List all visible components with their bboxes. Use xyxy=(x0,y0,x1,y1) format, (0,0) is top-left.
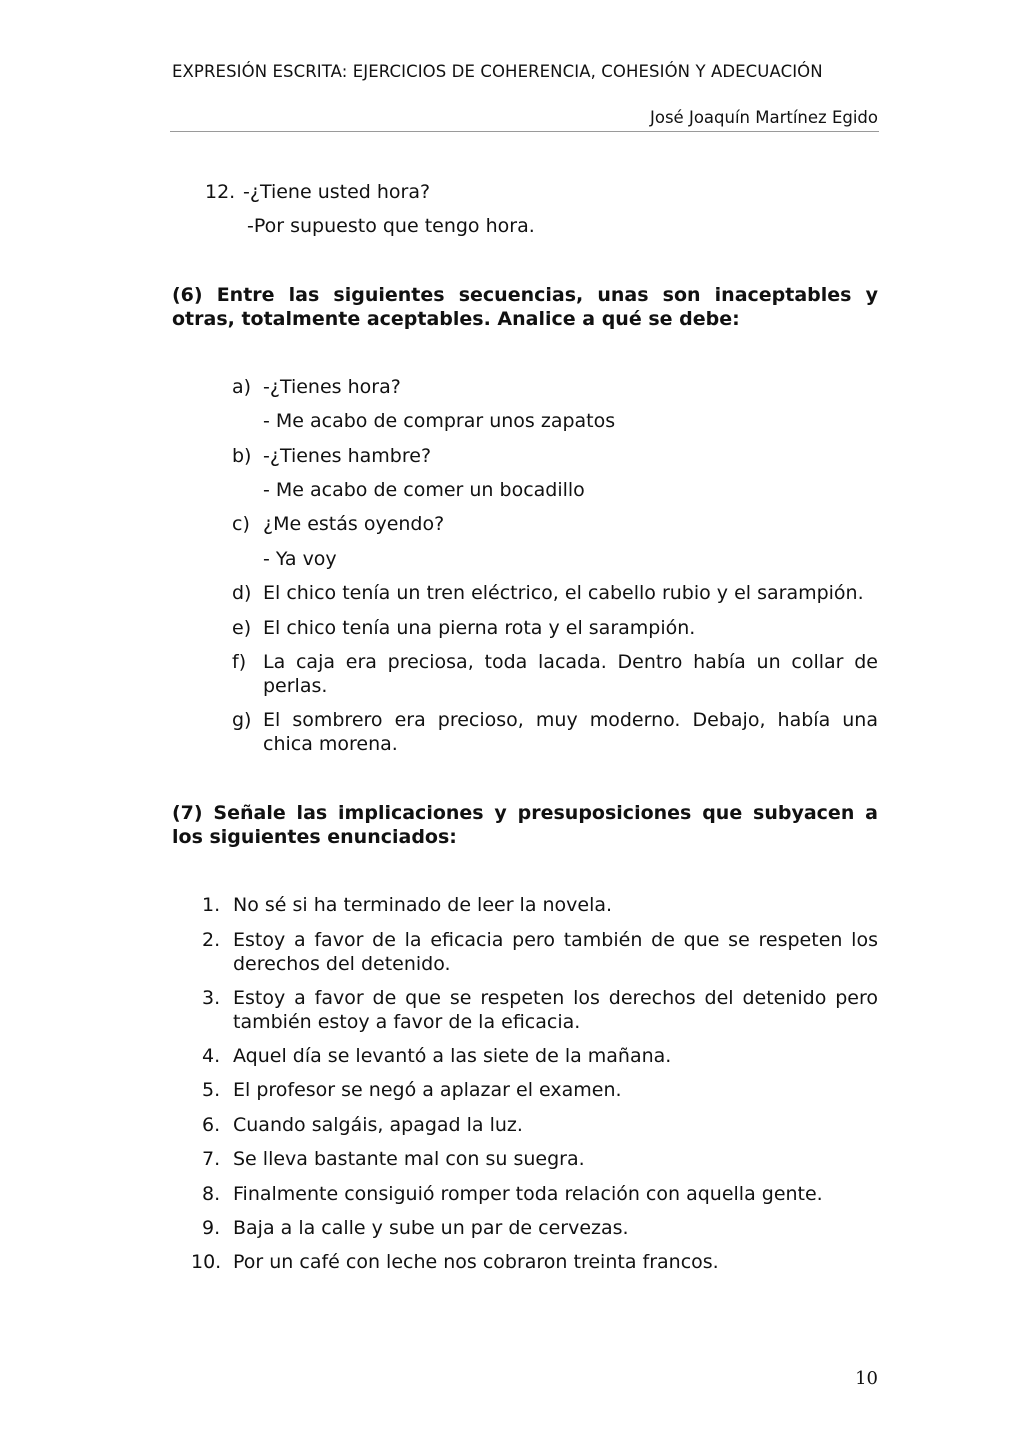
exercise-7-item-2-text: Estoy a favor de la eficacia pero también de que se respeten los derechos del detenido. xyxy=(233,929,878,975)
item-12-question: -¿Tiene usted hora? xyxy=(243,181,431,203)
exercise-7-item-4-text: Aquel día se levantó a las siete de la mañana. xyxy=(233,1045,672,1067)
header-divider xyxy=(170,131,879,132)
exercise-7-item-3-number: 3. xyxy=(202,987,221,1009)
exercise-6-item-g-text: El sombrero era precioso, muy moderno. Debajo, había una chica morena. xyxy=(263,709,878,755)
item-12-number: 12. xyxy=(205,181,236,203)
exercise-7-item-3-text: Estoy a favor de que se respeten los derechos del detenido pero también estoy a favor de la eficacia. xyxy=(233,987,878,1033)
page-number: 10 xyxy=(855,1368,878,1389)
exercise-7-item-10-text: Por un café con leche nos cobraron treinta francos. xyxy=(233,1251,719,1273)
document-header-title: EXPRESIÓN ESCRITA: EJERCICIOS DE COHERENCIA, COHESIÓN Y ADECUACIÓN xyxy=(172,62,823,81)
exercise-7-item-10-number: 10. xyxy=(191,1251,222,1273)
exercise-6-item-g-marker: g) xyxy=(232,709,252,731)
exercise-6-item-d-text: El chico tenía un tren eléctrico, el cabello rubio y el sarampión. xyxy=(263,582,864,604)
exercise-7-item-8-number: 8. xyxy=(202,1183,221,1205)
exercise-7-item-6-number: 6. xyxy=(202,1114,221,1136)
exercise-7-item-9-number: 9. xyxy=(202,1217,221,1239)
exercise-7-item-4-number: 4. xyxy=(202,1045,221,1067)
document-header-author: José Joaquín Martínez Egido xyxy=(650,108,878,127)
exercise-7-item-9-text: Baja a la calle y sube un par de cervezas. xyxy=(233,1217,629,1239)
exercise-7-item-1-number: 1. xyxy=(202,894,221,916)
exercise-6-item-b-marker: b) xyxy=(232,445,252,467)
exercise-6-item-c-marker: c) xyxy=(232,513,250,535)
exercise-7-item-8-text: Finalmente consiguió romper toda relación con aquella gente. xyxy=(233,1183,823,1205)
exercise-6-item-c-line1: ¿Me estás oyendo? xyxy=(263,513,445,535)
item-12-answer: -Por supuesto que tengo hora. xyxy=(247,215,535,237)
exercise-6-item-a-line1: -¿Tienes hora? xyxy=(263,376,401,398)
exercise-6-item-d-marker: d) xyxy=(232,582,252,604)
exercise-6-item-a-marker: a) xyxy=(232,376,252,398)
exercise-6-item-f-marker: f) xyxy=(232,651,247,673)
exercise-6-item-e-marker: e) xyxy=(232,617,252,639)
exercise-7-item-2-number: 2. xyxy=(202,929,221,951)
exercise-6-item-a-line2: - Me acabo de comprar unos zapatos xyxy=(263,410,616,432)
exercise-7-item-1-text: No sé si ha terminado de leer la novela. xyxy=(233,894,613,916)
exercise-7-heading: (7) Señale las implicaciones y presuposiciones que subyacen a los siguientes enunciados: xyxy=(172,802,878,848)
exercise-7-item-5-number: 5. xyxy=(202,1079,221,1101)
exercise-6-item-f-text: La caja era preciosa, toda lacada. Dentro había un collar de perlas. xyxy=(263,651,878,697)
exercise-7-item-7-number: 7. xyxy=(202,1148,221,1170)
exercise-7-item-6-text: Cuando salgáis, apagad la luz. xyxy=(233,1114,523,1136)
exercise-6-heading: (6) Entre las siguientes secuencias, unas son inaceptables y otras, totalmente aceptables. Analice a qué se debe: xyxy=(172,284,878,330)
exercise-6-item-c-line2: - Ya voy xyxy=(263,548,337,570)
exercise-6-item-b-line1: -¿Tienes hambre? xyxy=(263,445,432,467)
exercise-7-item-5-text: El profesor se negó a aplazar el examen. xyxy=(233,1079,622,1101)
exercise-6-item-b-line2: - Me acabo de comer un bocadillo xyxy=(263,479,585,501)
exercise-7-item-7-text: Se lleva bastante mal con su suegra. xyxy=(233,1148,585,1170)
exercise-6-item-e-text: El chico tenía una pierna rota y el sarampión. xyxy=(263,617,696,639)
